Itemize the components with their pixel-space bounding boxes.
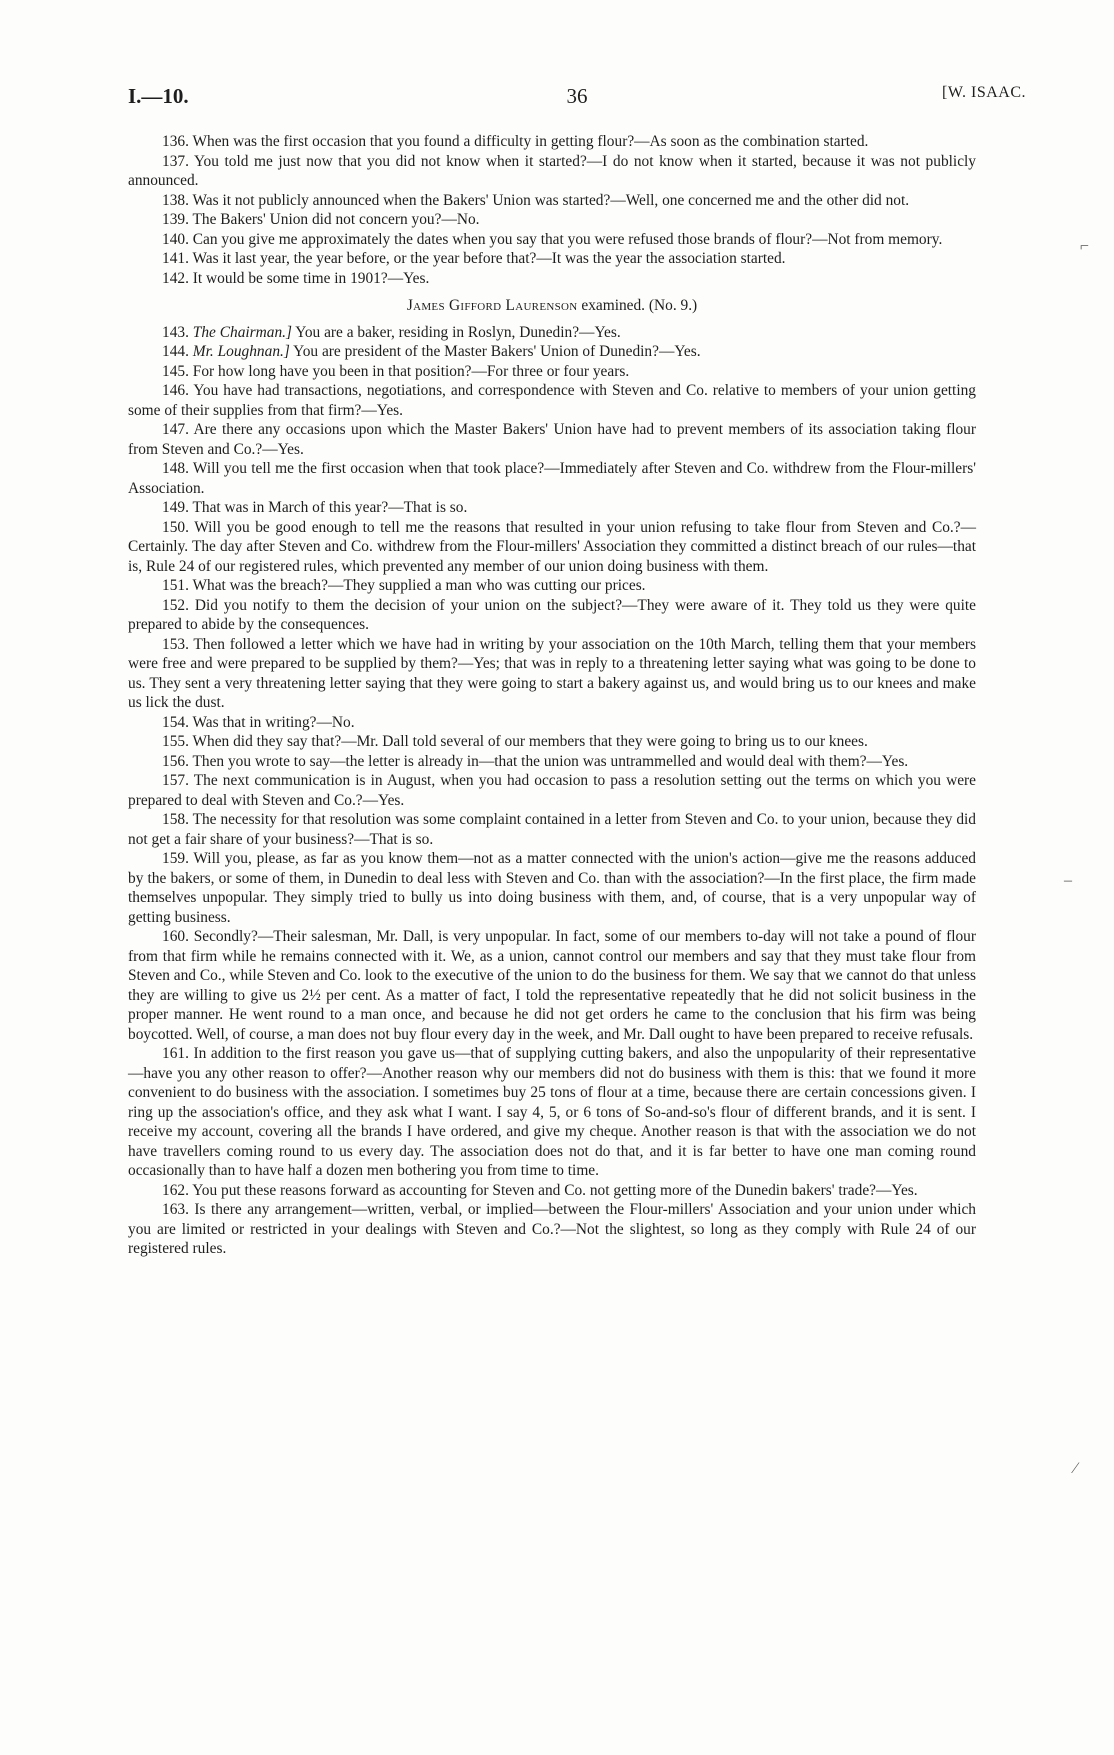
- evidence-paragraph: 145. For how long have you been in that position?—For three or four years.: [162, 362, 630, 380]
- page-number: 36: [566, 84, 588, 108]
- evidence-paragraph: 136. When was the first occasion that you found a difficulty in getting flour?—As soon as the combination started.: [162, 133, 869, 150]
- evidence-paragraph: 159. Will you, please, as far as you know them—not as a matter connected with the union's action—give me the reasons adduced by the bakers, or some of them, in Dunedin to deal less with Steven and Co. than with the association?—In the first place, the firm made themselves unpopular. They simply tried to bully us into doing business with them, and, of course, that is a very unpopular way of getting business.: [128, 850, 976, 926]
- evidence-paragraph: 161. In addition to the first reason you gave us—that of supplying cutting bakers, and also the unpopularity of their representative—have you any other reason to offer?—Another reason why our members did not do business with them is this: that we found it more convenient to do business with the association. I sometimes buy 25 tons of flour at a time, because there are certain concessions given. I ring up the association's office, and they ask what I want. I say 4, 5, or 6 tons of So-and-so's flour of different brands, and it is sent. I receive my account, covering all the brands I have ordered, and give my cheque. Another reason is that with the association we do not have travellers coming round to us every day. The association does not do that, and it is far better to have one man coming round occasionally than to have half a dozen men bothering you from time to time.: [128, 1045, 976, 1179]
- evidence-paragraph: 149. That was in March of this year?—That is so.: [162, 499, 468, 516]
- witness-running-head: [W. ISAAC.: [942, 84, 1026, 101]
- evidence-paragraph: 146. You have had transactions, negotiations, and correspondence with Steven and Co. relative to members of your union getting some of their supplies from that firm?—Yes.: [128, 382, 976, 419]
- evidence-paragraph: 153. Then followed a letter which we have had in writing by your association on the 10th March, telling them that your members were free and were prepared to be supplied by them?—Yes; that was in reply to a threatening letter saying what was going to be done to us. They sent a very threatening letter saying that they were going to start a bakery against us, and would bring us to our knees and make us lick the dust.: [128, 635, 976, 711]
- document-reference: I.—10.: [128, 84, 189, 108]
- paragraph-143: 143. The Chairman.] You are a baker, residing in Roslyn, Dunedin?—Yes.: [162, 323, 621, 341]
- evidence-paragraph: 160. Secondly?—Their salesman, Mr. Dall, is very unpopular. In fact, some of our members to-day will not take a pound of flour from that firm while he remains connected with it. We, as a union, cannot control our members and say that they must take flour from Steven and Co., while Steven and Co. look to the executive of the union to do the business for them. We say that we cannot do that unless they are willing to give us 2½ per cent. As a matter of fact, I told the representative repeatedly that he did not solicit business in the proper manner. He went round to a man once, and because he did not get orders he came to the conclusion that his firm was being boycotted. Well, of course, a man does not buy flour every day in the week, and Mr. Dall ought to have been prepared to receive refusals.: [128, 928, 976, 1043]
- witness-name: James Gifford Laurenson: [406, 297, 578, 314]
- evidence-paragraph: 157. The next communication is in August, when you had occasion to pass a resolution setting out the terms on which you were prepared to deal with Steven and Co.?—Yes.: [128, 772, 976, 809]
- margin-mark: –: [1064, 872, 1072, 889]
- evidence-paragraph: 140. Can you give me approximately the dates when you say that you were refused those brands of flour?—Not from memory.: [162, 230, 943, 248]
- evidence-paragraph: 152. Did you notify to them the decision of your union on the subject?—They were aware of it. They told us they were quite prepared to abide by the consequences.: [128, 596, 976, 633]
- evidence-paragraph: 142. It would be some time in 1901?—Yes.: [162, 269, 430, 287]
- evidence-paragraph: 138. Was it not publicly announced when the Bakers' Union was started?—Well, one concerned me and the other did not.: [162, 191, 910, 209]
- speaker-loughnan: Mr. Loughnan.]: [192, 343, 290, 360]
- evidence-paragraph: 148. Will you tell me the first occasion when that took place?—Immediately after Steven and Co. withdrew from the Flour-millers' Association.: [128, 460, 976, 497]
- paragraph-144: 144. Mr. Loughnan.] You are president of the Master Bakers' Union of Dunedin?—Yes.: [162, 343, 701, 360]
- evidence-paragraph: 155. When did they say that?—Mr. Dall told several of our members that they were going to bring us to our knees.: [162, 733, 868, 750]
- evidence-paragraph: 139. The Bakers' Union did not concern you?—No.: [162, 211, 480, 228]
- evidence-paragraph: 154. Was that in writing?—No.: [162, 713, 355, 731]
- evidence-paragraph: 137. You told me just now that you did not know when it started?—I do not know when it started, because it was not publicly announced.: [128, 152, 976, 189]
- evidence-paragraph: 150. Will you be good enough to tell me the reasons that resulted in your union refusing to take flour from Steven and Co.?—Certainly. The day after Steven and Co. withdrew from the Flour-millers' Association they committed a distinct breach of our rules—that is, Rule 24 of our registered rules, which prevented any member of our union doing business with them.: [128, 518, 976, 575]
- evidence-paragraph: 158. The necessity for that resolution was some complaint contained in a letter from Steven and Co. to your union, because they did not get a fair share of your business?—That is so.: [128, 811, 976, 848]
- witness-heading: [128, 296, 976, 316]
- margin-mark: ⌐: [1080, 238, 1090, 255]
- evidence-paragraph: 141. Was it last year, the year before, or the year before that?—It was the year the association started.: [162, 250, 786, 267]
- evidence-paragraph: 156. Then you wrote to say—the letter is already in—that the union was untrammelled and would deal with them?—Yes.: [162, 752, 909, 770]
- evidence-paragraph: 163. Is there any arrangement—written, verbal, or implied—between the Flour-millers' Association and your union under which you are limited or restricted in your dealings with Steven and Co.?—Not the slightest, so long as they comply with Rule 24 of our registered rules.: [128, 1201, 976, 1257]
- evidence-paragraph: 162. You put these reasons forward as accounting for Steven and Co. not getting more of the Dunedin bakers' trade?—Yes.: [162, 1181, 918, 1199]
- paragraphs-after: [128, 362, 976, 1259]
- speaker-chairman: The Chairman.]: [192, 323, 292, 341]
- witness-status: examined. (No. 9.): [581, 297, 698, 314]
- margin-mark: ⁄: [1074, 1460, 1077, 1477]
- paragraphs-before: [128, 132, 976, 288]
- page-header: [128, 84, 1026, 112]
- evidence-text: [128, 132, 976, 1259]
- evidence-paragraph: 147. Are there any occasions upon which the Master Bakers' Union have had to prevent members of its association taking flour from Steven and Co.?—Yes.: [128, 421, 976, 458]
- evidence-paragraph: 151. What was the breach?—They supplied a man who was cutting our prices.: [162, 577, 646, 594]
